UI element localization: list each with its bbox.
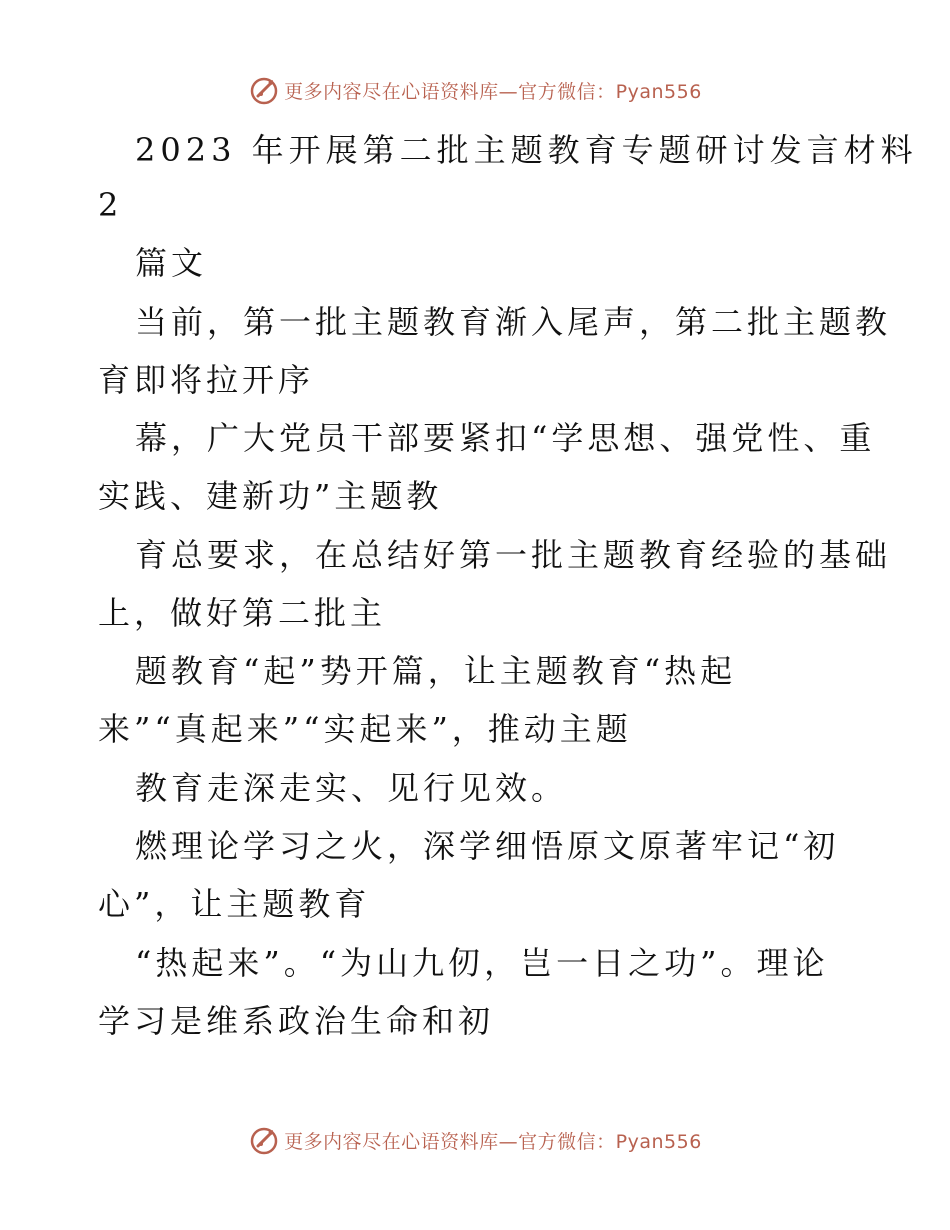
paragraph-line: 幕，广大党员干部要紧扣“学思想、强党性、重 [135,419,876,457]
paragraph-line: 上，做好第二批主 [98,594,387,632]
header-banner-text: 更多内容尽在心语资料库—官方微信：Pyan556 [284,80,702,103]
paragraph-line: 来”“真起来”“实起来”，推动主题 [98,710,632,748]
paragraph-line: 篇文 [135,244,208,282]
paragraph-line: 心”，让主题教育 [98,885,371,923]
footer-banner [0,1120,950,1160]
paragraph-line: 教育走深走实、见行见效。 [135,769,568,807]
document-title-line-1: 2023 年开展第二批主题教育专题研讨发言材料 [135,131,918,169]
paragraph-line: 实践、建新功”主题教 [98,477,443,515]
paragraph-line: 育即将拉开序 [98,361,315,399]
paragraph-line: 燃理论学习之火，深学细悟原文原著牢记“初 [135,827,840,865]
paragraph-line: 育总要求，在总结好第一批主题教育经验的基础 [135,536,892,574]
document-title-line-2: 2 [98,186,123,224]
footer-banner-text: 更多内容尽在心语资料库—官方微信：Pyan556 [284,1130,702,1153]
paragraph-line: “热起来”。“为山九仞，岂一日之功”。理论 [135,944,829,982]
paragraph-line: 学习是维系政治生命和初 [98,1002,495,1040]
pen-seal-logo-icon [248,1124,280,1156]
paragraph-line: 当前，第一批主题教育渐入尾声，第二批主题教 [135,303,892,341]
paragraph-line: 题教育“起”势开篇，让主题教育“热起 [135,652,737,690]
